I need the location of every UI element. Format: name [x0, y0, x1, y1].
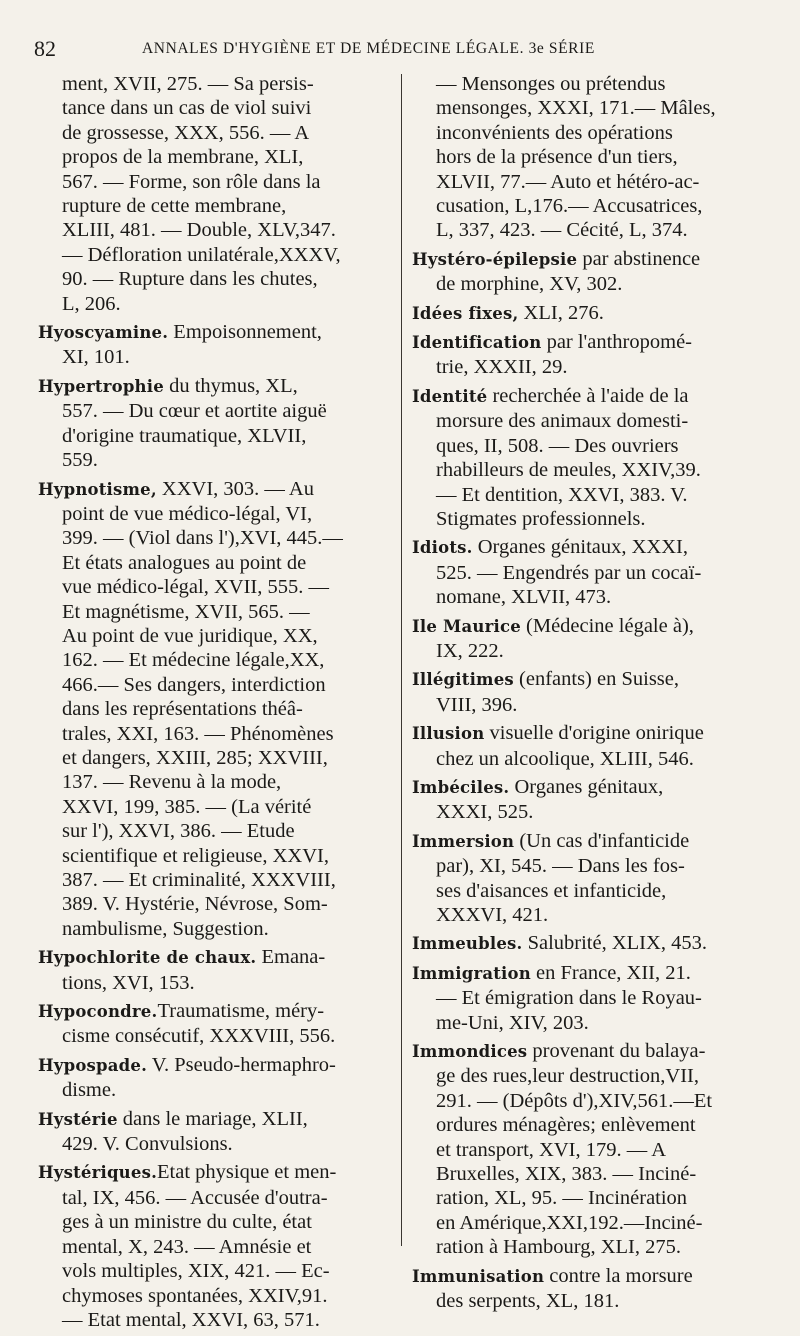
entry-line — [412, 434, 774, 458]
entry-text: Organes génitaux, — [509, 775, 664, 798]
entry-line — [38, 697, 394, 721]
index-column-left — [38, 72, 394, 1336]
entry-line — [38, 971, 394, 995]
entry-line — [38, 121, 394, 145]
entry-line — [38, 917, 394, 941]
entry-line — [412, 301, 774, 326]
entry-text: ges à un ministre du culte, état — [62, 1211, 312, 1234]
entry-line — [38, 267, 394, 291]
entry-text: 399. — (Viol dans l'),XVI, 445.— — [62, 527, 343, 550]
entry-line — [38, 1308, 394, 1332]
entry-text: par abstinence — [577, 247, 701, 270]
index-entry — [412, 931, 774, 956]
entry-text: 389. V. Hystérie, Névrose, Som- — [62, 893, 328, 916]
entry-text: — Et dentition, XXVI, 383. V. — [436, 483, 688, 506]
entry-text: Bruxelles, XIX, 383. — Inciné- — [436, 1163, 697, 1186]
entry-text: rhabilleurs de meules, XXIV,39. — [436, 459, 701, 482]
entry-text: XLI, 276. — [518, 301, 604, 324]
entry-line — [38, 399, 394, 423]
index-headword: Immeubles. — [412, 934, 523, 954]
entry-text: rupture de cette membrane, — [62, 195, 287, 218]
entry-text: 387. — Et criminalité, XXXVIII, — [62, 869, 336, 891]
entry-text: tance dans un cas de viol suivi — [62, 97, 312, 120]
entry-line — [38, 844, 394, 868]
entry-text: vols multiples, XIX, 421. — Ec- — [62, 1260, 330, 1283]
entry-line — [38, 999, 394, 1024]
entry-line — [412, 384, 774, 409]
entry-line — [38, 243, 394, 267]
entry-text: point de vue médico-légal, VI, — [62, 502, 313, 525]
entry-line — [412, 218, 774, 242]
entry-text: Traumatisme, méry- — [157, 1000, 325, 1023]
entry-line — [412, 903, 774, 927]
index-entry — [412, 301, 774, 326]
index-entry — [38, 1160, 394, 1332]
entry-text: nambulisme, Suggestion. — [62, 917, 269, 940]
index-headword: Hyoscyamine. — [38, 323, 169, 343]
index-entry — [412, 667, 774, 717]
entry-text: ge des rues,leur destruction,VII, — [436, 1065, 699, 1088]
entry-text: XLIII, 481. — Double, XLV,347. — [62, 219, 336, 242]
index-entry — [412, 384, 774, 531]
entry-line — [38, 448, 394, 472]
entry-text: 567. — Forme, son rôle dans la — [62, 170, 321, 193]
entry-line — [412, 961, 774, 986]
index-entry — [412, 330, 774, 380]
entry-text: XXXVI, 421. — [436, 904, 549, 926]
index-headword: Hypnotisme, — [38, 479, 157, 499]
index-entry — [412, 247, 774, 297]
index-entry — [412, 1264, 774, 1314]
entry-text: chymoses spontanées, XXIV,91. — [62, 1284, 328, 1307]
entry-line — [38, 320, 394, 345]
entry-line — [38, 170, 394, 194]
index-entry — [38, 945, 394, 995]
index-headword: Immigration — [412, 963, 531, 983]
entry-line — [412, 1211, 774, 1235]
entry-line — [38, 345, 394, 369]
index-headword: Identification — [412, 333, 542, 353]
entry-text: chez un alcoolique, XLIII, 546. — [436, 747, 694, 770]
entry-text: contre la morsure — [544, 1264, 693, 1287]
entry-line — [412, 1039, 774, 1064]
entry-text: Emana- — [256, 946, 326, 969]
entry-line — [38, 96, 394, 120]
entry-line — [412, 194, 774, 218]
entry-text: cisme consécutif, XXXVIII, 556. — [62, 1025, 336, 1048]
entry-text: de morphine, XV, 302. — [436, 273, 623, 296]
entry-text: 557. — Du cœur et aortite aiguë — [62, 400, 327, 423]
index-headword: Hypertrophie — [38, 376, 164, 396]
entry-line — [38, 194, 394, 218]
entry-line — [412, 1138, 774, 1162]
entry-text: 559. — [62, 449, 98, 472]
entry-text: nomane, XLVII, 473. — [436, 586, 612, 609]
entry-text: — Défloration unilatérale,XXXV, — [62, 243, 341, 266]
entry-line — [38, 1160, 394, 1185]
entry-line — [412, 1113, 774, 1137]
entry-text: trales, XXI, 163. — Phénomènes — [62, 722, 334, 745]
entry-text: XXXI, 525. — [436, 801, 534, 824]
column-divider — [401, 74, 402, 1246]
entry-line — [412, 330, 774, 355]
entry-text: Etat physique et men- — [157, 1161, 337, 1184]
entry-line — [38, 770, 394, 794]
index-entry — [412, 1039, 774, 1260]
entry-text: et transport, XVI, 179. — A — [436, 1138, 667, 1161]
entry-text: inconvénients des opérations — [436, 121, 673, 144]
index-headword: Idées fixes, — [412, 303, 519, 323]
entry-text: et dangers, XXIII, 285; XXVIII, — [62, 746, 328, 769]
entry-line — [38, 722, 394, 746]
index-entry — [412, 535, 774, 609]
entry-line — [412, 72, 774, 96]
entry-line — [38, 502, 394, 526]
entry-line — [38, 1186, 394, 1210]
entry-text: Au point de vue juridique, XX, — [62, 624, 318, 647]
entry-line — [412, 585, 774, 609]
entry-text: Et magnétisme, XVII, 565. — — [62, 600, 310, 623]
index-entry — [38, 999, 394, 1049]
index-headword: Hypocondre. — [38, 1002, 158, 1022]
entry-line — [38, 600, 394, 624]
entry-line — [38, 145, 394, 169]
entry-text: XXVI, 303. — Au — [156, 477, 314, 500]
entry-text: Et états analogues au point de — [62, 551, 307, 574]
index-entry — [412, 721, 774, 771]
entry-line — [412, 561, 774, 585]
entry-line — [38, 624, 394, 648]
entry-text: — Mensonges ou prétendus — [436, 73, 666, 95]
entry-line — [38, 1132, 394, 1156]
running-head: ANNALES D'HYGIÈNE ET DE MÉDECINE LÉGALE. 3e SÉRIE — [142, 40, 595, 57]
entry-text: mental, X, 243. — Amnésie et — [62, 1235, 312, 1258]
entry-text: — Et émigration dans le Royau- — [436, 987, 702, 1010]
entry-text: ses d'aisances et infanticide, — [436, 879, 667, 902]
index-headword: Immunisation — [412, 1266, 545, 1286]
entry-text: XLVII, 77.— Auto et hétéro-ac- — [436, 170, 700, 193]
entry-text: cusation, L,176.— Accusatrices, — [436, 195, 703, 218]
entry-text: Organes génitaux, XXXI, — [472, 536, 688, 559]
index-headword: Idiots. — [412, 538, 473, 558]
entry-text: ration à Hambourg, XLI, 275. — [436, 1236, 681, 1259]
entry-line — [412, 721, 774, 746]
entry-text: sur l'), XXVI, 386. — Etude — [62, 820, 295, 843]
entry-line — [38, 551, 394, 575]
entry-line — [412, 1235, 774, 1259]
entry-line — [38, 892, 394, 916]
entry-line — [412, 1289, 774, 1313]
entry-text: des serpents, XL, 181. — [436, 1290, 620, 1313]
entry-line — [412, 355, 774, 379]
entry-line — [38, 477, 394, 502]
entry-line — [38, 1210, 394, 1234]
entry-text: — Etat mental, XXVI, 63, 571. — [62, 1308, 320, 1331]
entry-text: 90. — Rupture dans les chutes, — [62, 268, 318, 291]
entry-text: V. Pseudo-hermaphro- — [147, 1053, 336, 1076]
entry-line — [38, 1053, 394, 1078]
entry-text: XI, 101. — [62, 346, 130, 369]
entry-line — [38, 1235, 394, 1259]
entry-text: VIII, 396. — [436, 693, 518, 716]
entry-line — [412, 829, 774, 854]
entry-text: hors de la présence d'un tiers, — [436, 146, 678, 169]
entry-text: morsure des animaux domesti- — [436, 410, 689, 433]
entry-line — [412, 800, 774, 824]
index-entry — [412, 775, 774, 825]
entry-line — [38, 868, 394, 892]
index-entry — [412, 961, 774, 1035]
entry-text: 291. — (Dépôts d'),XIV,561.—Et — [436, 1089, 713, 1112]
entry-line — [412, 1089, 774, 1113]
entry-text: tal, IX, 456. — Accusée d'outra- — [62, 1186, 328, 1209]
entry-line — [412, 614, 774, 639]
entry-text: ques, II, 508. — Des ouvriers — [436, 434, 679, 457]
entry-line — [412, 121, 774, 145]
index-headword: Immondices — [412, 1042, 528, 1062]
index-headword: Hypochlorite de chaux. — [38, 948, 257, 968]
entry-text: vue médico-légal, XVII, 555. — — [62, 576, 329, 599]
entry-text: recherchée à l'aide de la — [487, 384, 689, 407]
entry-text: par l'anthropomé- — [541, 331, 692, 354]
entry-text: provenant du balaya- — [527, 1040, 706, 1063]
entry-line — [412, 1186, 774, 1210]
index-entry — [38, 72, 394, 316]
entry-text: IX, 222. — [436, 639, 504, 662]
entry-text: L, 337, 423. — Cécité, L, 374. — [436, 219, 688, 242]
entry-text: 466.— Ses dangers, interdiction — [62, 673, 326, 696]
index-headword: Illégitimes — [412, 670, 514, 690]
entry-text: par), XI, 545. — Dans les fos- — [436, 855, 685, 878]
entry-text: 137. — Revenu à la mode, — [62, 771, 282, 794]
entry-text: de grossesse, XXX, 556. — A — [62, 121, 310, 144]
entry-text: ment, XVII, 275. — Sa persis- — [62, 73, 314, 95]
entry-line — [38, 648, 394, 672]
index-headword: Immersion — [412, 831, 515, 851]
index-headword: Imbéciles. — [412, 777, 510, 797]
entry-line — [412, 639, 774, 663]
entry-text: trie, XXXII, 29. — [436, 356, 568, 379]
entry-line — [412, 145, 774, 169]
entry-line — [412, 1064, 774, 1088]
entry-line — [38, 1078, 394, 1102]
index-headword: Identité — [412, 386, 488, 406]
entry-line — [412, 272, 774, 296]
entry-line — [412, 693, 774, 717]
entry-line — [412, 96, 774, 120]
entry-text: Stigmates professionnels. — [436, 507, 646, 530]
entry-line — [38, 374, 394, 399]
entry-text: dans les représentations théâ- — [62, 698, 303, 721]
index-entry — [38, 477, 394, 942]
index-entry — [38, 374, 394, 473]
page-header — [34, 36, 764, 64]
index-entry — [412, 829, 774, 928]
index-headword: Hypospade. — [38, 1055, 148, 1075]
index-headword: Ile Maurice — [412, 616, 521, 636]
entry-text: Salubrité, XLIX, 453. — [522, 932, 707, 955]
entry-text: en France, XII, 21. — [530, 961, 691, 984]
entry-text: 525. — Engendrés par un cocaï- — [436, 561, 702, 584]
index-headword: Hystéro-épilepsie — [412, 249, 578, 269]
entry-text: du thymus, XL, — [163, 374, 298, 397]
entry-text: scientifique et religieuse, XXVI, — [62, 844, 329, 867]
entry-line — [38, 72, 394, 96]
index-column-right — [412, 72, 774, 1318]
entry-text: (Médecine légale à), — [520, 614, 694, 637]
entry-line — [412, 458, 774, 482]
index-entry — [412, 72, 774, 243]
entry-line — [412, 170, 774, 194]
entry-text: ration, XL, 95. — Incinération — [436, 1187, 688, 1210]
entry-text: d'origine traumatique, XLVII, — [62, 424, 307, 447]
entry-line — [38, 1024, 394, 1048]
index-headword: Illusion — [412, 724, 485, 744]
entry-text: (Un cas d'infanticide — [514, 829, 690, 852]
entry-text: 429. V. Convulsions. — [62, 1133, 233, 1156]
entry-line — [38, 575, 394, 599]
entry-line — [412, 507, 774, 531]
entry-line — [38, 292, 394, 316]
entry-text: mensonges, XXXI, 171.— Mâles, — [436, 97, 716, 120]
entry-text: propos de la membrane, XLI, — [62, 146, 304, 169]
entry-line — [412, 1264, 774, 1289]
entry-line — [412, 879, 774, 903]
entry-text: visuelle d'origine onirique — [484, 722, 704, 745]
entry-line — [38, 218, 394, 242]
entry-line — [412, 409, 774, 433]
entry-line — [38, 526, 394, 550]
index-headword: Hystériques. — [38, 1163, 158, 1183]
entry-text: ordures ménagères; enlèvement — [436, 1114, 696, 1137]
entry-line — [412, 986, 774, 1010]
index-entry — [38, 1053, 394, 1103]
entry-line — [38, 1107, 394, 1132]
entry-line — [412, 247, 774, 272]
entry-line — [38, 819, 394, 843]
entry-line — [412, 667, 774, 692]
page-number: 82 — [34, 36, 56, 61]
entry-text: en Amérique,XXI,192.—Inciné- — [436, 1211, 703, 1234]
entry-text: disme. — [62, 1079, 117, 1102]
index-entry — [412, 614, 774, 664]
entry-line — [38, 795, 394, 819]
index-entry — [38, 1107, 394, 1157]
index-entry — [38, 320, 394, 370]
entry-line — [412, 854, 774, 878]
entry-text: Empoisonnement, — [168, 321, 322, 344]
entry-text: 162. — Et médecine légale,XX, — [62, 649, 325, 672]
entry-line — [38, 945, 394, 970]
entry-line — [412, 535, 774, 560]
entry-line — [38, 1284, 394, 1308]
entry-text: (enfants) en Suisse, — [513, 668, 680, 691]
entry-text: dans le mariage, XLII, — [117, 1107, 308, 1130]
entry-text: tions, XVI, 153. — [62, 971, 195, 994]
index-headword: Hystérie — [38, 1109, 118, 1129]
entry-text: L, 206. — [62, 292, 121, 315]
entry-text: me-Uni, XIV, 203. — [436, 1011, 589, 1034]
entry-line — [38, 424, 394, 448]
entry-line — [412, 1162, 774, 1186]
entry-line — [412, 1011, 774, 1035]
entry-line — [38, 673, 394, 697]
entry-line — [38, 1259, 394, 1283]
entry-line — [412, 483, 774, 507]
entry-line — [412, 747, 774, 771]
entry-line — [412, 775, 774, 800]
entry-line — [412, 931, 774, 956]
entry-text: XXVI, 199, 385. — (La vérité — [62, 795, 312, 818]
entry-line — [38, 746, 394, 770]
